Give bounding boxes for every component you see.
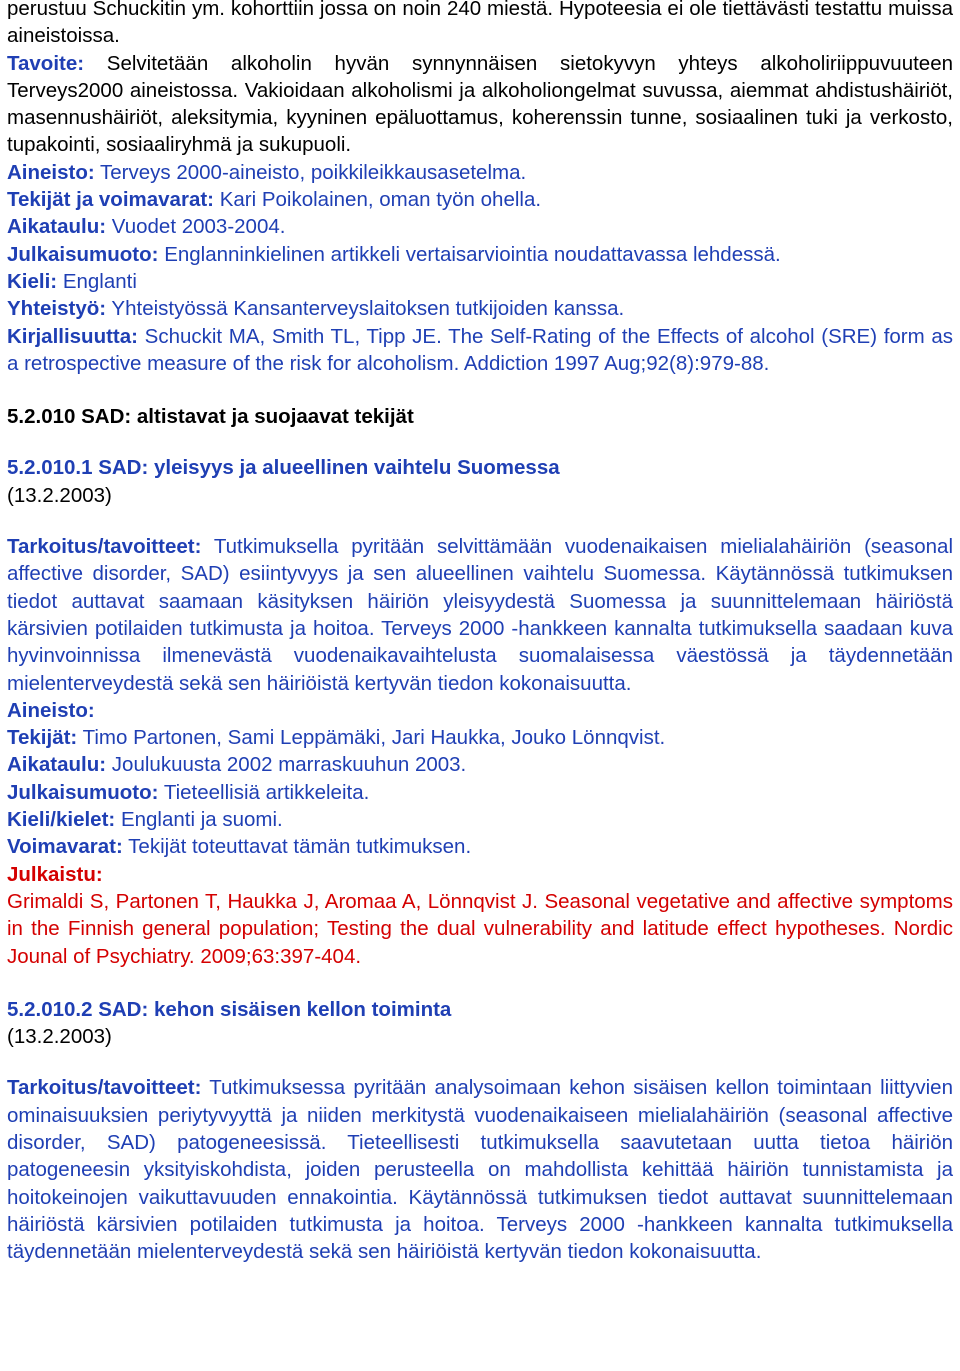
voimavarat-line (7, 833, 953, 860)
aikataulu-label-2: Aikataulu: (7, 753, 107, 777)
yhteistyo-label: Yhteistyö: (7, 297, 107, 321)
tarkoitus-text-2: Tutkimuksessa pyritään analysoimaan kehon sisäisen kellon toimintaan liittyvien ominaisuuksien periytyvyyttä ja niiden merkitystä vuodenaikaiseen mielialahäiriön (seasonal affective disorder, SAD) patogeneesissä. Tieteellisesti tutkimuksella saavutetaan uutta tietoa häiriön patogeneesin yksityiskohdista, joiden perusteella on mahdollista kehittää häiriön tunnistamista ja hoitokeinojen vaikuttavuuden ennakointia. Käytännössä tutkimuksen tiedot auttavat suunnittelemaan häiriöstä kärsivien potilaiden tutkimusta ja hoitoa. Terveys 2000 -hankkeen kannalta tutkimuksella täydennetään mielenterveydestä sekä sen häiriöistä kertyvän tiedon kokonaisuutta. (7, 1076, 953, 1264)
section-heading-5-2-010: 5.2.010 SAD: altistavat ja suojaavat tekijät (7, 405, 414, 429)
yhteistyo-text: Yhteistyössä Kansanterveyslaitoksen tutkijoiden kanssa. (106, 297, 625, 321)
section-date-2: (13.2.2003) (7, 1025, 112, 1049)
kieli-line-2 (7, 806, 953, 833)
section-heading-5-2-010-1: 5.2.010.1 SAD: yleisyys ja alueellinen vaihtelu Suomessa (7, 456, 560, 480)
tarkoitus-text: Tutkimuksella pyritään selvittämään vuodenaikaisen mielialahäiriön (seasonal affective disorder, SAD) esiintyvyys ja sen alueellinen vaihtelu Suomessa. Käytännössä tutkimuksen tiedot auttavat saamaan käsityksen häiriön yleisyydestä Suomessa ja suunnittelemaan häiriöstä kärsivien potilaiden tutkimusta ja hoitoa. Terveys 2000 -hankkeen kannalta tutkimuksella saadaan kuva hyvinvoinnissa ilmenevästä vuodenaikavaihtelusta suomalaisessa väestössä ja täydennetään mielenterveydestä sekä sen häiriöistä kertyvän tiedon kokonaisuutta. (7, 535, 953, 695)
kirjallisuutta-label: Kirjallisuutta: (7, 324, 138, 348)
julkaisumuoto-text-2: Tieteellisiä artikkeleita. (158, 780, 370, 804)
section-heading-5-2-010-2: 5.2.010.2 SAD: kehon sisäisen kellon toiminta (7, 997, 452, 1021)
section-date: (13.2.2003) (7, 483, 112, 507)
voimavarat-label: Voimavarat: (7, 835, 123, 859)
voimavarat-text: Tekijät toteuttavat tämän tutkimuksen. (122, 835, 472, 859)
julkaistu-label: Julkaistu: (7, 862, 103, 886)
tavoite-text: Selvitetään alkoholin hyvän synnynnäisen sietokyvyn yhteys alkoholiriippuvuuteen Terveys2000 aineistossa. Vakioidaan alkoholismi ja alkoholiongelmat suvussa, aiemmat ahdistushäiriöt, masennushäiriöt, aleksitymia, kyyninen epäluottamus, koherenssin tunne, sosiaalinen tuki ja verkosto, tupakointi, sosiaaliryhmä ja sukupuoli. (7, 51, 953, 157)
aikataulu-text-2: Joulukuusta 2002 marraskuuhun 2003. (106, 753, 467, 777)
tekijat-label: Tekijät ja voimavarat: (7, 188, 214, 212)
kieli-text-2: Englanti ja suomi. (115, 808, 283, 832)
aikataulu-line-2 (7, 751, 953, 778)
tekijat-line (7, 186, 953, 213)
aineisto-label: Aineisto: (7, 160, 95, 184)
kirjallisuutta-text: Schuckit MA, Smith TL, Tipp JE. The Self-Rating of the Effects of alcohol (SRE) form as a retrospective measure of the risk for alcoholism. Addiction 1997 Aug;92(8):979-88. (7, 324, 953, 375)
julkaisumuoto-label-2: Julkaisumuoto: (7, 780, 159, 804)
tekijat-text: Kari Poikolainen, oman työn ohella. (214, 188, 542, 212)
julkaistu-reference: Grimaldi S, Partonen T, Haukka J, Aromaa A, Lönnqvist J. Seasonal vegetative and affective symptoms in the Finnish general population; Testing the dual vulnerability and latitude effect hypotheses. Nordic Jounal of Psychiatry. 2009;63:397-404. (7, 889, 953, 968)
kieli-text: Englanti (57, 269, 137, 293)
kieli-line (7, 268, 953, 295)
tarkoitus-label: Tarkoitus/tavoitteet: (7, 535, 202, 559)
kieli-label-2: Kieli/kielet: (7, 808, 116, 832)
julkaisumuoto-label: Julkaisumuoto: (7, 242, 159, 266)
julkaisumuoto-line-2 (7, 779, 953, 806)
aineisto-label-only: Aineisto: (7, 698, 95, 722)
tavoite-paragraph (7, 50, 953, 159)
tekijat-text-2: Timo Partonen, Sami Leppämäki, Jari Haukka, Jouko Lönnqvist. (77, 726, 666, 750)
aikataulu-line (7, 213, 953, 240)
tavoite-label: Tavoite: (7, 51, 85, 75)
tekijat-line-2 (7, 724, 953, 751)
document-page (7, 0, 953, 1265)
kieli-label: Kieli: (7, 269, 58, 293)
aineisto-text: Terveys 2000-aineisto, poikkileikkausasetelma. (94, 160, 527, 184)
tarkoitus-paragraph (7, 533, 953, 697)
aikataulu-text: Vuodet 2003-2004. (106, 215, 286, 239)
tarkoitus-label-2: Tarkoitus/tavoitteet: (7, 1076, 202, 1100)
yhteistyo-line (7, 295, 953, 322)
aineisto-line (7, 159, 953, 186)
intro-paragraph: perustuu Schuckitin ym. kohorttiin jossa on noin 240 miestä. Hypoteesia ei ole tiettävästi testattu muissa aineistoissa. (7, 0, 953, 48)
tekijat-label-2: Tekijät: (7, 726, 78, 750)
julkaisumuoto-text: Englanninkielinen artikkeli vertaisarviointia noudattavassa lehdessä. (158, 242, 781, 266)
julkaisumuoto-line (7, 241, 953, 268)
tarkoitus-paragraph-2 (7, 1074, 953, 1265)
kirjallisuutta-paragraph (7, 323, 953, 378)
aikataulu-label: Aikataulu: (7, 215, 107, 239)
